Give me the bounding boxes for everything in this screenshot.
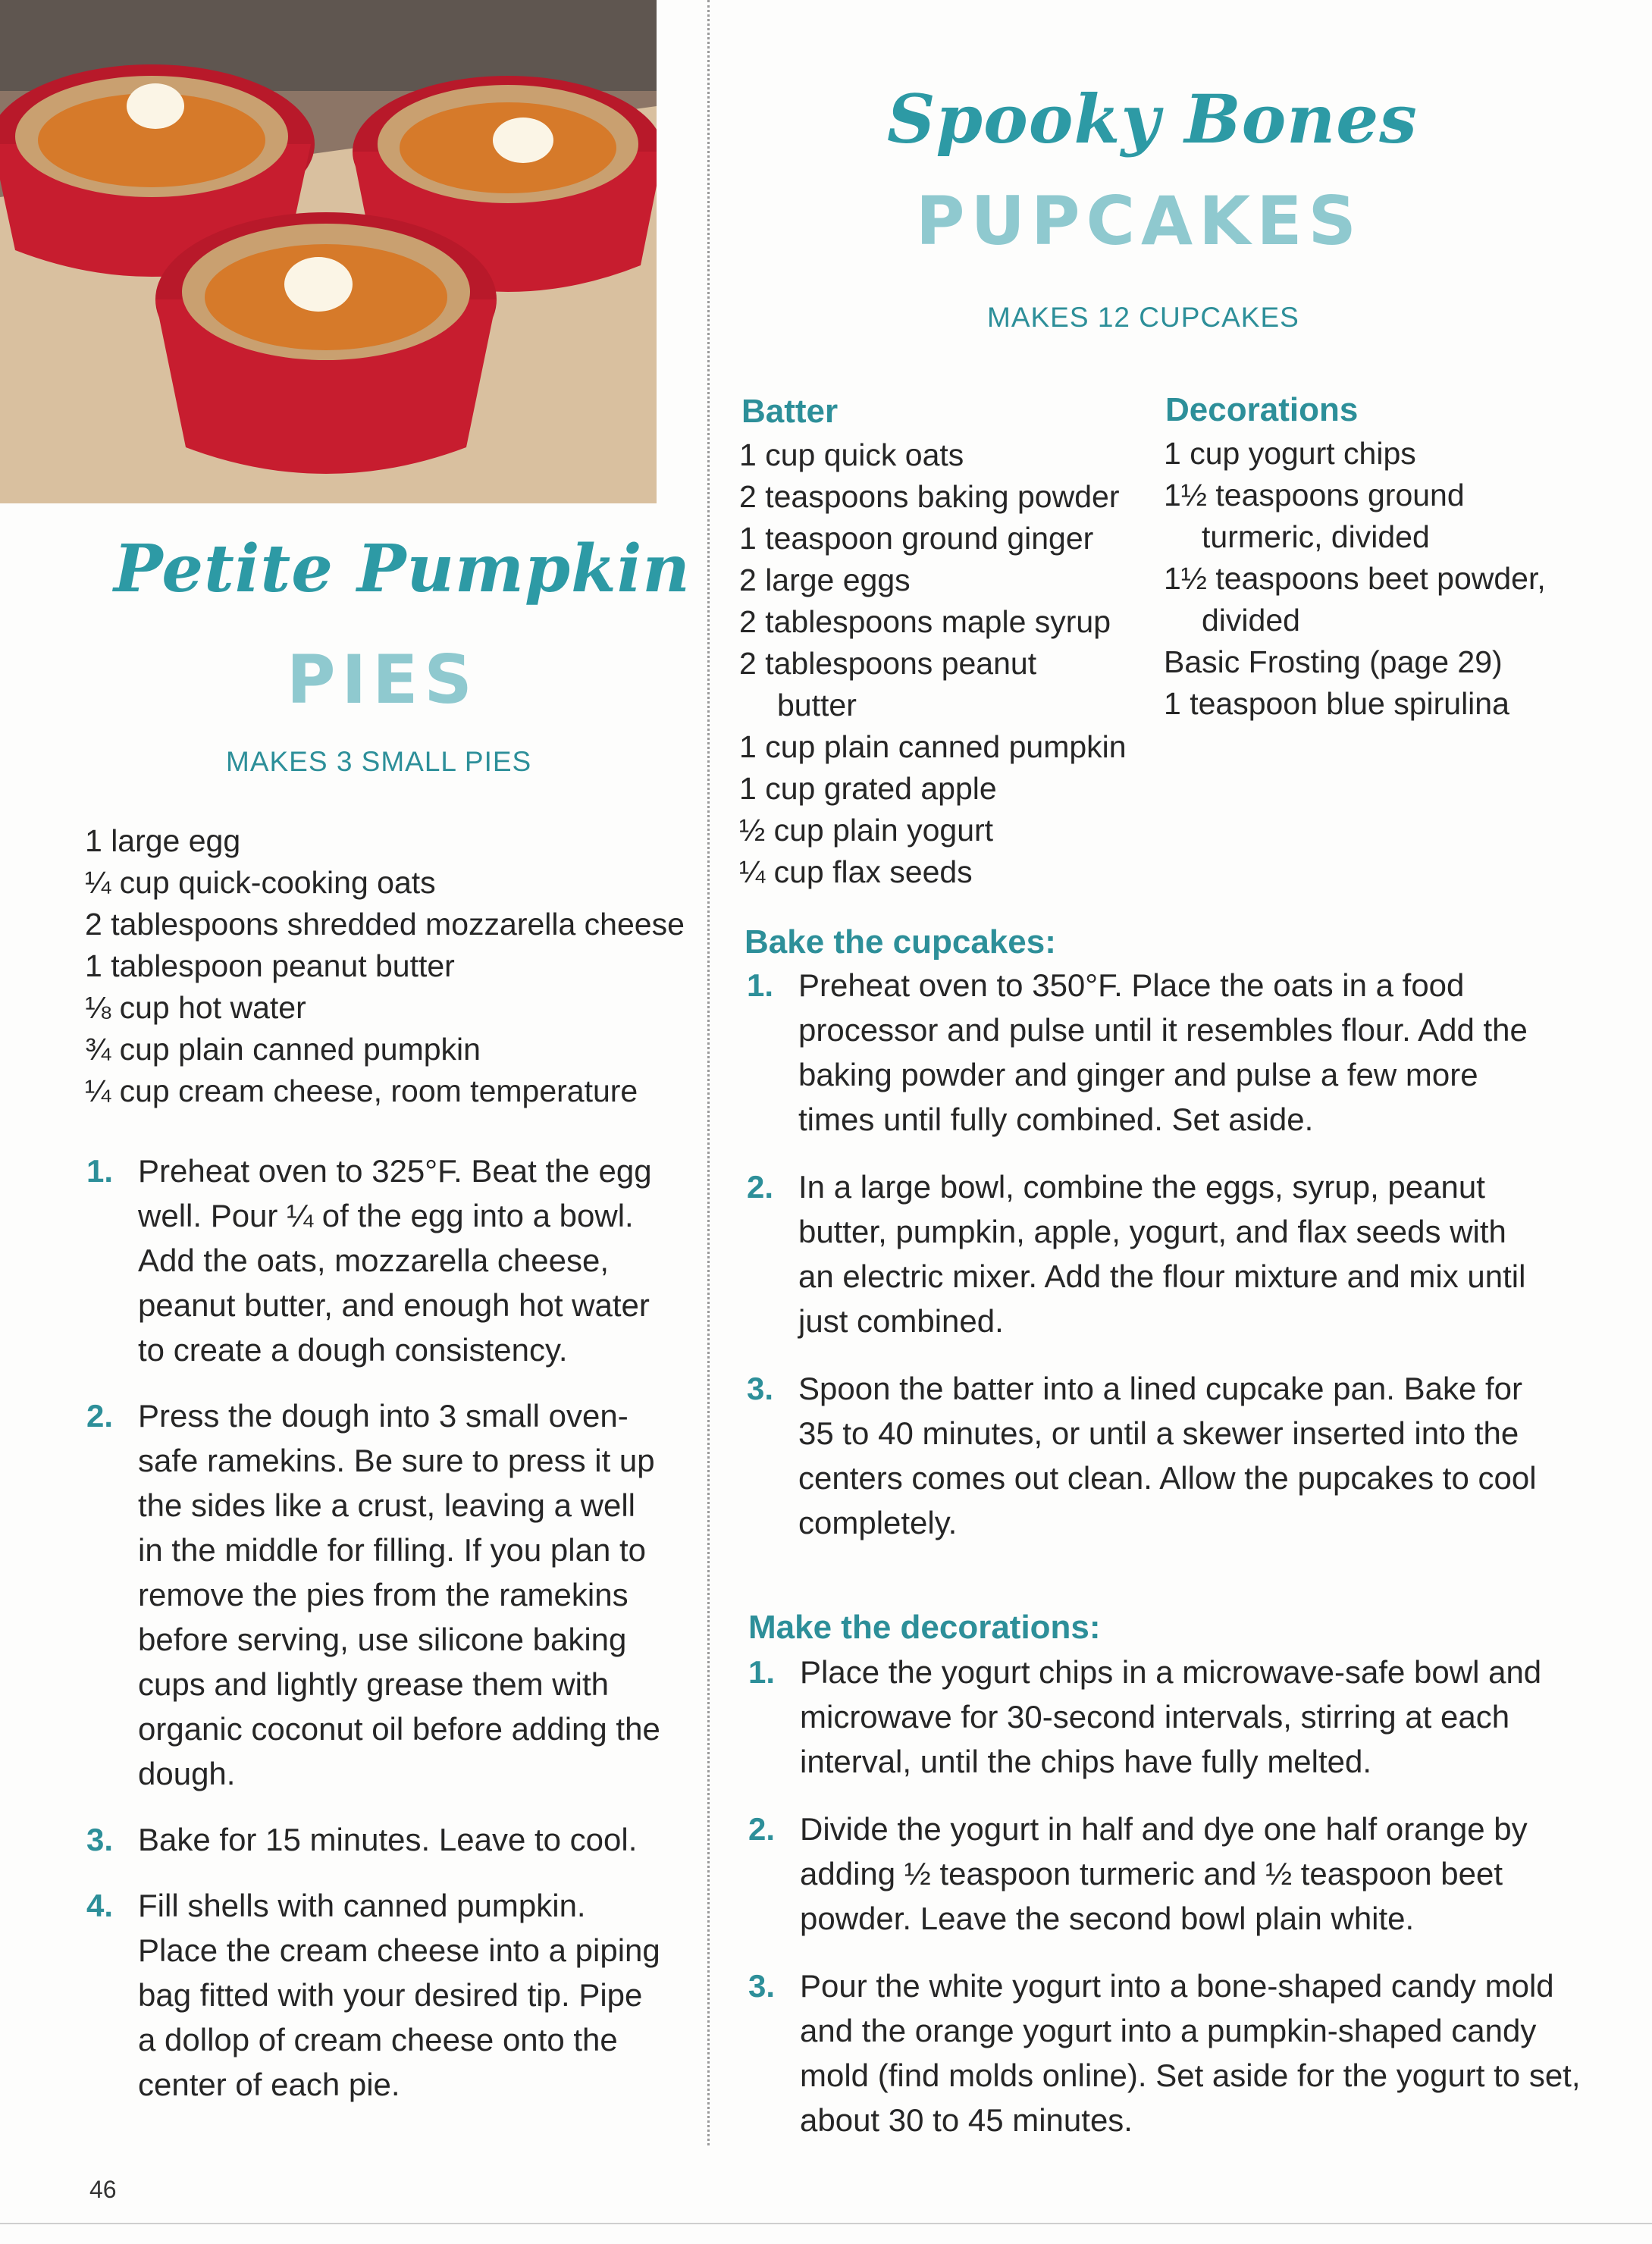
step-number: 3. [747, 1371, 774, 1406]
step-item [86, 1393, 663, 1796]
batter-ingredients [739, 434, 1127, 893]
petite-pumpkin-caps-title: PIES [287, 641, 478, 719]
step-text: Divide the yogurt in half and dye one half orange by adding ½ teaspoon turmeric and ½ teaspoon beet powder. Leave the second bowl plain white. [800, 1811, 1528, 1936]
step-item [747, 963, 1550, 1142]
ingredient-item: ½ cup plain yogurt [739, 813, 994, 848]
ingredient-item: ¼ cup cream cheese, room temperature [85, 1073, 638, 1108]
ingredient-item: 2 large eggs [739, 563, 911, 597]
ingredient-item: ¼ cup flax seeds [739, 854, 973, 889]
make-decorations-steps [748, 1650, 1582, 2142]
ingredient-item: 2 teaspoons baking powder [739, 479, 1120, 514]
petite-pumpkin-steps [86, 1149, 663, 2107]
petite-pumpkin-script-title: Petite Pumpkin [114, 531, 691, 607]
ingredient-item: 1 cup grated apple [739, 771, 997, 806]
ingredient-item: 2 tablespoons peanut [739, 646, 1037, 681]
step-item [86, 1817, 663, 1862]
ingredient-item: butter [777, 688, 857, 722]
step-item [748, 1807, 1582, 1941]
step-text: Preheat oven to 350°F. Place the oats in a food processor and pulse until it resembles flour. Add the baking powder and ginger and pulse a few more times until fully combined. Set aside. [798, 967, 1528, 1137]
ingredient-item: ¾ cup plain canned pumpkin [85, 1032, 481, 1067]
step-number: 2. [747, 1169, 774, 1205]
step-item [86, 1883, 663, 2107]
step-number: 3. [86, 1822, 114, 1857]
ingredient-item: 1 large egg [85, 823, 241, 858]
ingredient-item: 2 tablespoons shredded mozzarella cheese [85, 907, 685, 942]
petite-pumpkin-yield: MAKES 3 SMALL PIES [226, 746, 532, 777]
ingredient-item: 1 cup yogurt chips [1164, 436, 1416, 471]
ingredient-item: divided [1202, 603, 1300, 638]
step-text: Press the dough into 3 small oven-safe ramekins. Be sure to press it up the sides like a crust, leaving a well in the middle for filling. If you plan to remove the pies from the ramekins before serving, use silicone baking cups and lightly grease them with organic coconut oil before adding the dough. [138, 1398, 660, 1791]
ingredient-item: ⅛ cup hot water [85, 990, 306, 1025]
decorations-heading: Decorations [1165, 391, 1359, 428]
step-text: Preheat oven to 325°F. Beat the egg well. Pour ¼ of the egg into a bowl. Add the oats, mozzarella cheese, peanut butter, and enough hot water to create a dough consistency. [138, 1153, 652, 1368]
ingredient-item: ¼ cup quick-cooking oats [85, 865, 436, 900]
pumpkin-pies-photo [0, 0, 657, 503]
spooky-bones-yield: MAKES 12 CUPCAKES [987, 302, 1299, 333]
step-text: Bake for 15 minutes. Leave to cool. [138, 1822, 638, 1857]
ingredient-item: 1 teaspoon blue spirulina [1164, 686, 1509, 721]
page-number: 46 [89, 2176, 117, 2203]
ingredient-item: 1½ teaspoons beet powder, [1164, 561, 1546, 596]
step-number: 2. [748, 1811, 776, 1847]
step-text: Pour the white yogurt into a bone-shaped candy mold and the orange yogurt into a pumpkin-shaped candy mold (find molds online). Set aside for the yogurt to set, about 30 to 45 minutes. [800, 1968, 1581, 2138]
step-item [748, 1964, 1582, 2142]
step-number: 3. [748, 1968, 776, 2004]
spooky-bones-script-title: Spooky Bones [887, 80, 1418, 158]
ingredient-item: turmeric, divided [1202, 519, 1430, 554]
ingredient-item: 1 teaspoon ground ginger [739, 521, 1094, 556]
bake-cupcakes-steps [747, 963, 1550, 1545]
step-text: In a large bowl, combine the eggs, syrup, peanut butter, pumpkin, apple, yogurt, and flax seeds with an electric mixer. Add the flour mixture and mix until just combined. [798, 1169, 1526, 1339]
step-text: Spoon the batter into a lined cupcake pan. Bake for 35 to 40 minutes, or until a skewer inserted into the centers comes out clean. Allow the pupcakes to cool completely. [798, 1371, 1537, 1540]
step-text: Fill shells with canned pumpkin. Place the cream cheese into a piping bag fitted with your desired tip. Pipe a dollop of cream cheese onto the center of each pie. [138, 1888, 660, 2102]
ingredient-item: 1½ teaspoons ground [1164, 478, 1465, 512]
ingredient-item: 1 tablespoon peanut butter [85, 948, 455, 983]
step-item [748, 1650, 1582, 1784]
bake-cupcakes-heading: Bake the cupcakes: [744, 923, 1056, 961]
step-text: Place the yogurt chips in a microwave-safe bowl and microwave for 30-second intervals, stirring at each interval, until the chips have fully melted. [800, 1654, 1542, 1779]
decorations-ingredients [1164, 433, 1546, 725]
step-item [86, 1149, 663, 1372]
bottom-rule [0, 2223, 1652, 2224]
ingredient-item: 1 cup plain canned pumpkin [739, 729, 1127, 764]
step-item [747, 1164, 1550, 1343]
step-item [747, 1366, 1550, 1545]
pies-illustration [0, 0, 657, 503]
spooky-bones-caps-title: PUPCAKES [916, 182, 1362, 260]
ramekin-front [155, 212, 497, 474]
step-number: 2. [86, 1398, 114, 1434]
ingredient-item: 1 cup quick oats [739, 437, 964, 472]
step-number: 1. [86, 1153, 114, 1189]
step-number: 4. [86, 1888, 114, 1923]
step-number: 1. [748, 1654, 776, 1690]
ingredient-item: Basic Frosting (page 29) [1164, 644, 1503, 679]
step-number: 1. [747, 967, 774, 1003]
batter-heading: Batter [741, 393, 839, 430]
petite-pumpkin-ingredients [85, 820, 685, 1112]
column-divider [707, 0, 710, 2145]
ingredient-item: 2 tablespoons maple syrup [739, 604, 1111, 639]
make-decorations-heading: Make the decorations: [748, 1609, 1101, 1646]
